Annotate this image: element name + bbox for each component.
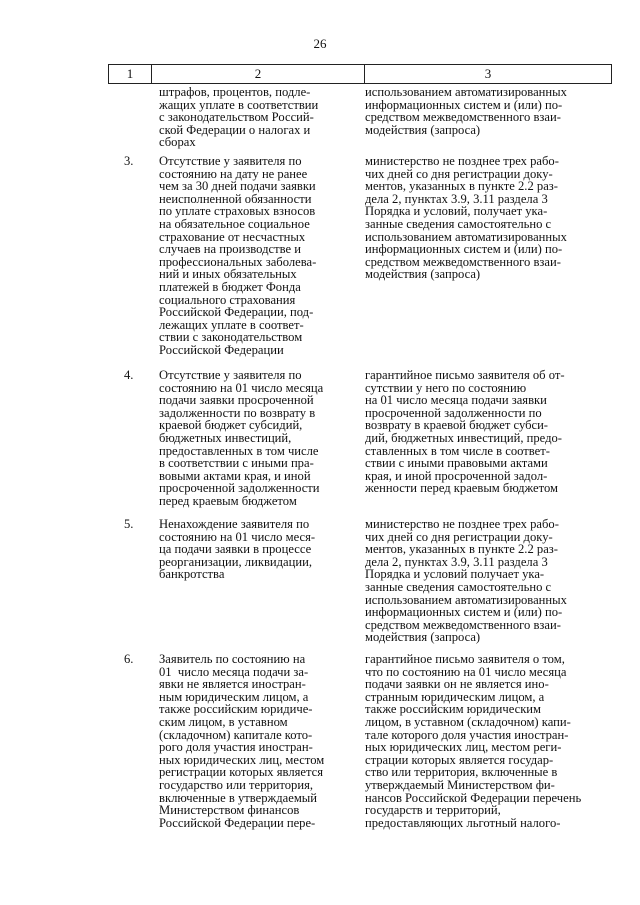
row-number: 5.: [124, 517, 134, 531]
row-number: 3.: [124, 154, 134, 168]
column-header-3: 3: [364, 65, 611, 83]
document-cell: гарантийное письмо заявителя об от- сутствии у него по состоянию на 01 число месяца подачи заявки просроченной задолженности по возврату в краевой бюджет субси- дий, бюджетных инвестиций, предо- ставленных в том числе в соответ- ствии с иными правовыми актами края, и иной просроченной задол- женности перед краевым бюджетом: [365, 368, 565, 496]
table-header-row: [108, 64, 612, 84]
document-cell: министерство не позднее трех рабо- чих дней со дня регистрации доку- ментов, указанных в пункте 2.2 раз- дела 2, пунктах 3.9, 3.11 раздела 3 Порядка и условий получает ука- занные сведения самостоятельно с использованием автоматизированных информационных систем и (или) по- средством межведомственного взаи- модействия (запроса): [365, 517, 567, 645]
column-header-2: 2: [151, 65, 364, 83]
criterion-cell: Ненахождение заявителя по состоянию на 01 число меся- ца подачи заявки в процессе реорганизации, ликвидации, банкротства: [159, 517, 316, 582]
criterion-cell: Заявитель по состоянию на 01 число месяца подачи за- явки не является иностран- ным юридическим лицом, а также российским юридиче- ским лицом, в уставном (складочном) капитале кото- рого доля участия иностран- ных юридических лиц, местом регистрации которых является государство или территория, включенные в утверждаемый Министерством финансов Российской Федерации пере-: [159, 652, 325, 830]
page-number: 26: [313, 36, 327, 51]
continuation-criterion-cell: штрафов, процентов, подле- жащих уплате в соответствии с законодательством Россий- ской Федерации о налогах и сборах: [159, 85, 319, 150]
document-cell: министерство не позднее трех рабо- чих дней со дня регистрации доку- ментов, указанных в пункте 2.2 раз- дела 2, пунктах 3.9, 3.11 раздела 3 Порядка и условий, получает ука- занные сведения самостоятельно с использованием автоматизированных информационных систем и (или) по- средством межведомственного взаи- модействия (запроса): [365, 154, 567, 282]
criterion-cell: Отсутствие у заявителя по состоянию на 01 число месяца подачи заявки просроченной задолженности по возврату в краевой бюджет субсидий, бюджетных инвестиций, предоставленных в том числе в соответствии с иными пра- вовыми актами края, и иной просроченной задолженности перед краевым бюджетом: [159, 368, 324, 508]
continuation-document-cell: использованием автоматизированных информационных систем и (или) по- средством межведомственного взаи- модействия (запроса): [365, 85, 567, 137]
document-cell: гарантийное письмо заявителя о том, что по состоянию на 01 число месяца подачи заявки он не является ино- странным юридическим лицом, а также российским юридическим лицом, в уставном (складочном) капи- тале которого доля участия иностран- ных юридических лиц, местом реги- страции которых является государ- ство или территория, включенные в утверждаемый Министерством фи- нансов Российской Федерации перечень государств и территорий, предоставляющих льготный налого-: [365, 652, 582, 830]
row-number: 6.: [124, 652, 134, 666]
criterion-cell: Отсутствие у заявителя по состоянию на дату не ранее чем за 30 дней подачи заявки неисполненной обязанности по уплате страховых взносов на обязательное социальное страхование от несчастных случаев на производстве и профессиональных заболева- ний и иных обязательных платежей в бюджет Фонда социального страхования Российской Федерации, под- лежащих уплате в соответ- ствии с законодательством Российской Федерации: [159, 154, 317, 357]
column-header-1: 1: [126, 66, 134, 81]
row-number: 4.: [124, 368, 134, 382]
